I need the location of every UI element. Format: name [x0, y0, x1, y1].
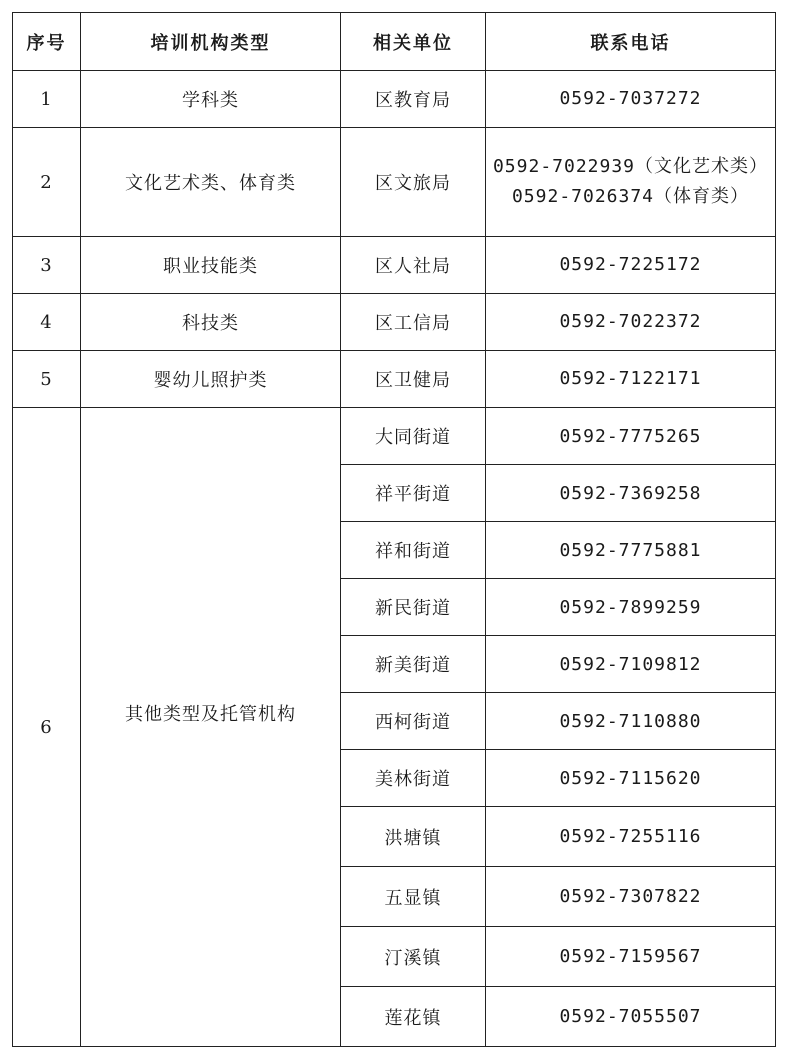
- group-type: [81, 408, 341, 1047]
- row-type: 职业技能类: [81, 237, 341, 294]
- phone-number: 0592-7225172: [559, 254, 702, 275]
- row-type: 科技类: [81, 294, 341, 351]
- row-unit: 大同街道: [341, 408, 486, 465]
- row-phone: [486, 294, 776, 351]
- row-unit: 祥和街道: [341, 522, 486, 579]
- row-phone: 0592-7255116: [486, 807, 776, 867]
- row-phone: 0592-7899259: [486, 579, 776, 636]
- phone-number: 0592-7037272: [559, 88, 702, 109]
- header-unit: 相关单位: [341, 13, 486, 71]
- table-row: [13, 294, 776, 351]
- table-row: [13, 71, 776, 128]
- row-phone: 0592-7109812: [486, 636, 776, 693]
- row-phone: 0592-7055507: [486, 987, 776, 1047]
- table-row: [13, 408, 776, 465]
- phone-number: 0592-7022372: [559, 311, 702, 332]
- row-type: 学科类: [81, 71, 341, 128]
- table-row: [13, 237, 776, 294]
- row-no: 3: [13, 237, 81, 294]
- header-no: 序号: [13, 13, 81, 71]
- row-type: 婴幼儿照护类: [81, 351, 341, 408]
- row-no: 1: [13, 71, 81, 128]
- row-phone: [486, 351, 776, 408]
- row-phone: 0592-7115620: [486, 750, 776, 807]
- row-phone: 0592-7307822: [486, 867, 776, 927]
- row-unit: 五显镇: [341, 867, 486, 927]
- group-no: 6: [13, 408, 81, 1047]
- header-phone: 联系电话: [486, 13, 776, 71]
- row-phone: 0592-7110880: [486, 693, 776, 750]
- row-no: 2: [13, 128, 81, 237]
- row-no: 5: [13, 351, 81, 408]
- row-phone: [486, 71, 776, 128]
- table-row: [13, 351, 776, 408]
- row-unit: 区工信局: [341, 294, 486, 351]
- phone-number: 0592-7026374（体育类）: [511, 186, 750, 207]
- row-unit: 洪塘镇: [341, 807, 486, 867]
- contacts-table: [12, 12, 776, 1047]
- row-phone: 0592-7775881: [486, 522, 776, 579]
- row-unit: 祥平街道: [341, 465, 486, 522]
- row-phone: [486, 237, 776, 294]
- group-type-label: 其他类型及托管机构: [125, 704, 296, 725]
- row-unit: 新美街道: [341, 636, 486, 693]
- row-unit: 区教育局: [341, 71, 486, 128]
- header-type: 培训机构类型: [81, 13, 341, 71]
- row-type: 文化艺术类、体育类: [81, 128, 341, 237]
- header-row: [13, 13, 776, 71]
- row-unit: 新民街道: [341, 579, 486, 636]
- row-phone: 0592-7775265: [486, 408, 776, 465]
- row-phone: [486, 128, 776, 237]
- row-phone: 0592-7159567: [486, 927, 776, 987]
- row-unit: 区人社局: [341, 237, 486, 294]
- row-unit: 区卫健局: [341, 351, 486, 408]
- row-no: 4: [13, 294, 81, 351]
- row-unit: 西柯街道: [341, 693, 486, 750]
- phone-number: 0592-7122171: [559, 368, 702, 389]
- row-unit: 区文旅局: [341, 128, 486, 237]
- table-row: [13, 128, 776, 237]
- row-unit: 莲花镇: [341, 987, 486, 1047]
- row-unit: 汀溪镇: [341, 927, 486, 987]
- row-unit: 美林街道: [341, 750, 486, 807]
- phone-number: 0592-7022939（文化艺术类）: [492, 156, 769, 177]
- row-phone: 0592-7369258: [486, 465, 776, 522]
